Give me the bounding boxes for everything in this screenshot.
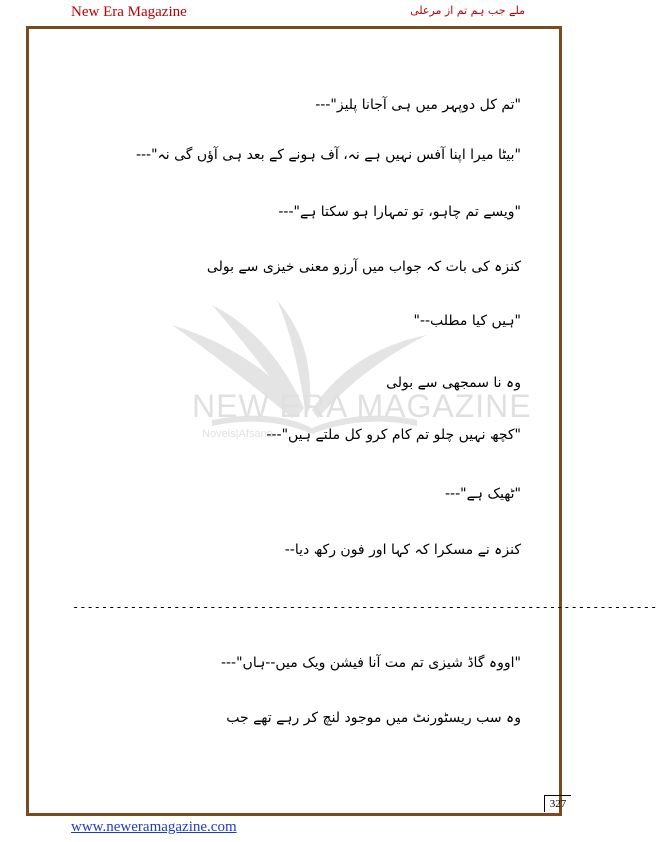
page-border [26, 26, 657, 816]
section-divider: --------------------------------------------------------------------------------- [72, 600, 657, 614]
text-line-9: کنزہ نے مسکرا کہ کہا اور فون رکھ دیا-- [284, 542, 521, 558]
page-number: 327 [544, 795, 571, 812]
text-line-11: وہ سب ریسٹورنٹ میں موجود لنچ کر رہے تھے جب [226, 710, 521, 726]
watermark-title: NEW ERA MAGAZINE [192, 388, 532, 424]
watermark-subtitle: Novels|Afsana [202, 428, 273, 440]
magazine-name: New Era Magazine [71, 4, 187, 20]
text-line-2: "بیٹا میرا اپنا آفس نہیں ہے نہ، آف ہونے کے بعد ہی آؤں گی نہ"--- [135, 147, 521, 163]
text-line-3: "ویسے تم چاہو، تو تمہارا ہو سکتا ہے"--- [278, 204, 521, 220]
text-line-10: "اووہ گاڈ شیزی تم مت آنا فیشن ویک میں--ہاں"--- [220, 655, 521, 671]
footer-link[interactable]: www.neweramagazine.com [71, 819, 237, 835]
text-line-4: کنزہ کی بات کہ جواب میں آرزو معنی خیزی سے بولی [206, 259, 521, 275]
novel-title: ملے جب ہم تم از مرعلی [410, 4, 525, 17]
text-line-7: "کچھ نہیں چلو تم کام کرو کل ملتے ہیں"--- [266, 427, 521, 443]
text-line-1: "تم کل دوپہر میں ہی آجانا پلیز"--- [315, 97, 521, 113]
text-line-5: "ہیں کیا مطلب--" [413, 313, 521, 329]
text-line-8: "ٹھیک ہے"--- [445, 486, 521, 502]
text-line-6: وہ نا سمجھی سے بولی [386, 375, 521, 391]
